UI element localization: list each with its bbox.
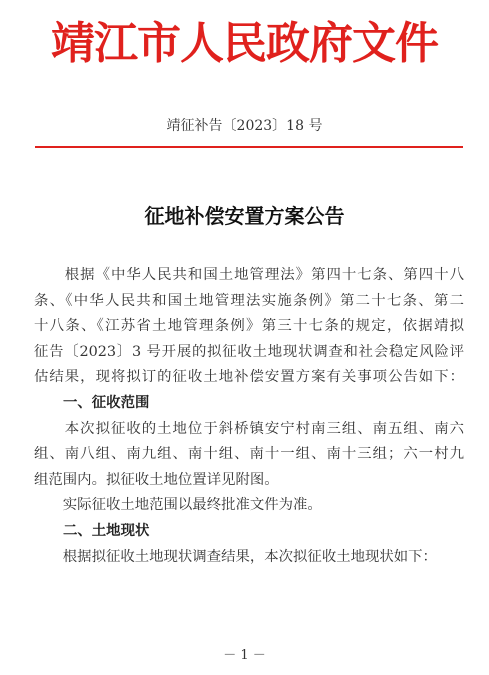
paragraph-line: 征告〔2023〕3 号开展的拟征收土地现状调查和社会稳定风险评 <box>34 343 464 360</box>
section-heading-land-status: 二、土地现状 <box>63 522 150 539</box>
paragraph-line: 根据《中华人民共和国土地管理法》第四十七条、第四十八 <box>34 267 464 283</box>
paragraph-line: 组范围内。拟征收土地位置详见附图。 <box>34 471 279 488</box>
paragraph-line: 根据拟征收土地现状调查结果，本次拟征收土地现状如下： <box>34 548 437 565</box>
paragraph-line: 组、南八组、南九组、南十组、南十一组、南十三组；六一村九 <box>34 446 464 463</box>
announcement-title: 征地补偿安置方案公告 <box>144 204 345 228</box>
masthead-title: 靖江市人民政府文件 <box>51 18 438 69</box>
red-divider-line <box>35 146 463 148</box>
document-number: 靖征补告〔2023〕18 号 <box>166 118 323 134</box>
paragraph-line: 本次拟征收的土地位于斜桥镇安宁村南三组、南五组、南六 <box>34 420 464 437</box>
section-heading-scope: 一、征收范围 <box>63 394 150 411</box>
paragraph-line: 实际征收土地范围以最终批准文件为准。 <box>34 497 322 514</box>
paragraph-line: 十八条、《江苏省土地管理条例》第三十七条的规定，依据靖拟 <box>34 318 464 335</box>
paragraph-line: 条、《中华人民共和国土地管理法实施条例》第二十七条、第二 <box>34 292 464 309</box>
page-number: － 1 － <box>223 648 266 663</box>
announcement-body <box>34 263 464 570</box>
paragraph-line: 估结果，现将拟订的征收土地补偿安置方案有关事项公告如下： <box>34 369 464 386</box>
